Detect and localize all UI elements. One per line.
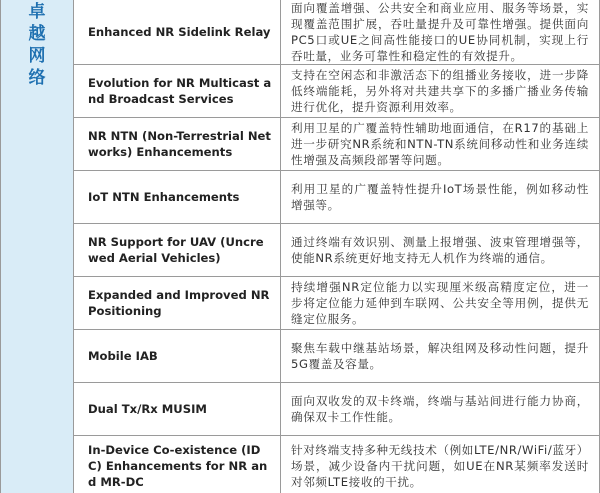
- table-row: [1, 436, 600, 493]
- feature-name: Evolution for NR Multicast and Broadcast Services: [74, 65, 281, 118]
- table-row: [1, 383, 600, 436]
- feature-name: In-Device Co-existence (IDC) Enhancements for NR and MR-DC: [74, 436, 281, 493]
- table-row: [1, 277, 600, 330]
- feature-name: Mobile IAB: [74, 330, 281, 383]
- category-label: 卓越网络: [28, 2, 46, 88]
- table-row: [1, 330, 600, 383]
- feature-description: 面向覆盖增强、公共安全和商业应用、服务等场景，实现覆盖范围扩展，吞吐量提升及可靠性增强。提供面向PC5口或UE之间高性能接口的UE协同机制，实现上行吞吐量，业务可靠性和稳定性的有效提升。: [281, 0, 600, 65]
- feature-name: IoT NTN Enhancements: [74, 171, 281, 224]
- table-row: [1, 65, 600, 118]
- table-row: [1, 0, 600, 65]
- feature-description: 持续增强NR定位能力以实现厘米级高精度定位，进一步将定位能力延伸到车联网、公共安全等用例，提供无缝定位服务。: [281, 277, 600, 330]
- feature-description: 针对终端支持多种无线技术（例如LTE/NR/WiFi/蓝牙）场景，减少设备内干扰问题，如UE在NR某频率发送时对邻频LTE接收的干扰。: [281, 436, 600, 493]
- feature-name: Dual Tx/Rx MUSIM: [74, 383, 281, 436]
- category-cell: [1, 0, 74, 493]
- feature-description: 通过终端有效识别、测量上报增强、波束管理增强等，使能NR系统更好地支持无人机作为终端的通信。: [281, 224, 600, 277]
- feature-description: 面向双收发的双卡终端，终端与基站间进行能力协商，确保双卡工作性能。: [281, 383, 600, 436]
- table-row: [1, 171, 600, 224]
- table-row: [1, 224, 600, 277]
- table-row: [1, 118, 600, 171]
- feature-description: 利用卫星的广覆盖特性提升IoT场景性能，例如移动性增强等。: [281, 171, 600, 224]
- feature-name: NR Support for UAV (Uncrewed Aerial Vehicles): [74, 224, 281, 277]
- feature-description: 支持在空闲态和非激活态下的组播业务接收，进一步降低终端能耗，另外将对共建共享下的多播广播业务传输进行优化，提升资源利用效率。: [281, 65, 600, 118]
- feature-name: Enhanced NR Sidelink Relay: [74, 0, 281, 65]
- feature-description: 利用卫星的广覆盖特性辅助地面通信，在R17的基础上进一步研究NR系统和NTN-TN系统间移动性和业务连续性增强及高频段部署等问题。: [281, 118, 600, 171]
- feature-description: 聚焦车载中继基站场景，解决组网及移动性问题，提升5G覆盖及容量。: [281, 330, 600, 383]
- feature-name: NR NTN (Non-Terrestrial Networks) Enhancements: [74, 118, 281, 171]
- feature-name: Expanded and Improved NR Positioning: [74, 277, 281, 330]
